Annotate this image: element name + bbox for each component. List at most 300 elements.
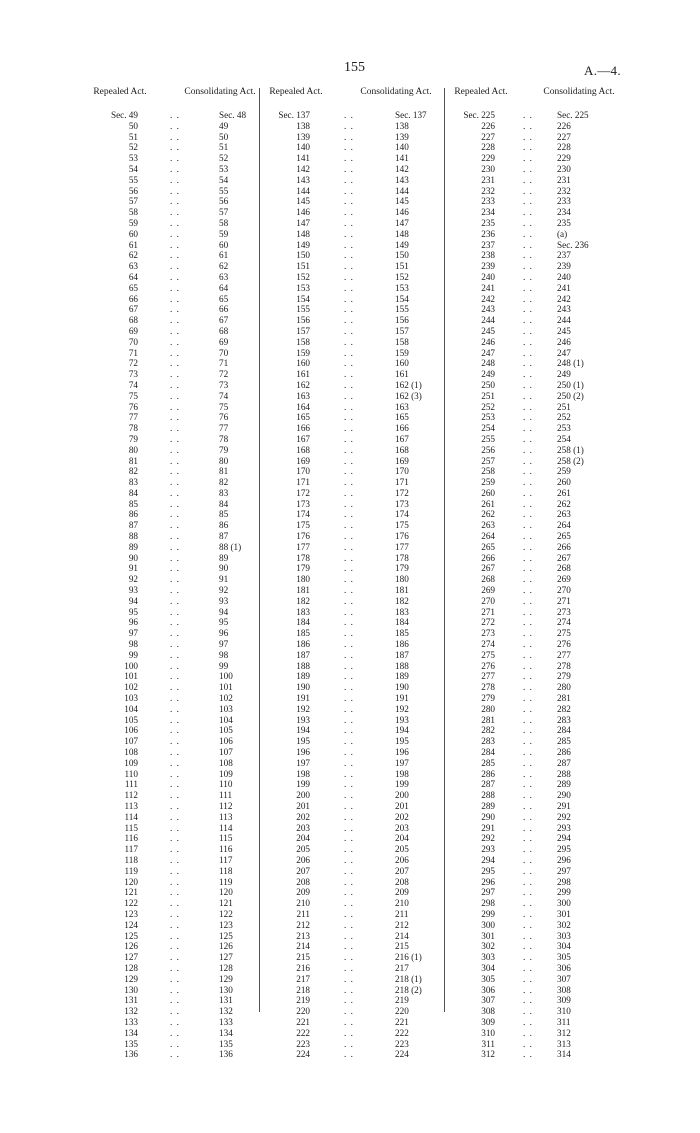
consolidating-section: 99 [219, 660, 229, 671]
consolidating-section: 78 [219, 433, 229, 444]
leader-dots: . . [523, 196, 533, 207]
consolidating-section: 91 [219, 574, 229, 585]
repealed-section: 280 [481, 703, 495, 714]
leader-dots: . . [170, 142, 180, 153]
repealed-section: 180 [296, 574, 310, 585]
consolidating-section: 268 [557, 563, 571, 574]
consolidating-section: 60 [219, 239, 229, 250]
repealed-section: 74 [128, 379, 138, 390]
repealed-section: 260 [481, 487, 495, 498]
table-row [445, 704, 661, 715]
leader-dots: . . [170, 174, 180, 185]
table-row [260, 542, 476, 553]
table-row [260, 563, 476, 574]
leader-dots: . . [170, 239, 180, 250]
table-row [260, 877, 476, 888]
consolidating-section: 240 [557, 271, 571, 282]
repealed-section: 227 [481, 131, 495, 142]
table-row [260, 250, 476, 261]
leader-dots: . . [523, 423, 533, 434]
table-row [445, 326, 661, 337]
repealed-section: 118 [124, 854, 138, 865]
consolidating-section: 140 [395, 142, 409, 153]
leader-dots: . . [344, 498, 354, 509]
leader-dots: . . [344, 401, 354, 412]
repealed-section: 272 [481, 617, 495, 628]
consolidating-section: 283 [557, 714, 571, 725]
repealed-section: 293 [481, 844, 495, 855]
leader-dots: . . [523, 908, 533, 919]
leader-dots: . . [523, 217, 533, 228]
consolidating-section: 66 [219, 304, 229, 315]
leader-dots: . . [170, 110, 180, 120]
consolidating-section: 49 [219, 120, 229, 131]
table-row [260, 369, 476, 380]
consolidating-section: 153 [395, 282, 409, 293]
consolidating-section: 127 [219, 952, 233, 963]
consolidating-section: 230 [557, 163, 571, 174]
repealed-section: 289 [481, 801, 495, 811]
leader-dots: . . [523, 595, 533, 606]
consolidating-section: 165 [395, 412, 409, 423]
leader-dots: . . [344, 120, 354, 131]
consolidating-section: 212 [395, 919, 409, 930]
leader-dots: . . [523, 736, 533, 747]
repealed-section: 296 [481, 876, 495, 887]
repealed-section: 71 [128, 347, 138, 358]
leader-dots: . . [344, 174, 354, 185]
repealed-section: 195 [296, 736, 310, 747]
repealed-section: 138 [296, 120, 310, 131]
repealed-section: 158 [296, 336, 310, 347]
table-row [445, 132, 661, 143]
leader-dots: . . [170, 466, 180, 477]
table-row [260, 715, 476, 726]
repealed-section: 115 [124, 822, 138, 833]
table-row [445, 520, 661, 531]
table-row [260, 196, 476, 207]
consolidating-section: 226 [557, 120, 571, 131]
repealed-section: 228 [481, 142, 495, 153]
repealed-section: 253 [481, 412, 495, 423]
consolidating-section: 192 [395, 703, 409, 714]
consolidating-section: 275 [557, 628, 571, 639]
table-row [260, 348, 476, 359]
table-row [260, 477, 476, 488]
consolidating-section: 303 [557, 930, 571, 941]
repealed-section: 218 [296, 984, 310, 995]
leader-dots: . . [344, 649, 354, 660]
leader-dots: . . [523, 304, 533, 315]
consolidating-section: 254 [557, 433, 571, 444]
repealed-section: 187 [296, 649, 310, 660]
consolidating-section: 71 [219, 358, 229, 369]
consolidating-section: 136 [219, 1049, 233, 1060]
consolidating-section: 178 [395, 552, 409, 563]
repealed-section: 88 [128, 531, 138, 542]
leader-dots: . . [344, 304, 354, 315]
repealed-section: 184 [296, 617, 310, 628]
repealed-section: 140 [296, 142, 310, 153]
repealed-section: 307 [481, 995, 495, 1006]
table-row [445, 563, 661, 574]
repealed-section: 57 [128, 196, 138, 207]
repealed-section: 300 [481, 919, 495, 930]
table-row [260, 1049, 476, 1060]
table-row [445, 542, 661, 553]
repealed-section: 193 [296, 714, 310, 725]
table-row [445, 769, 661, 780]
leader-dots: . . [523, 444, 533, 455]
table-row [260, 509, 476, 520]
consolidating-section: 223 [395, 1038, 409, 1049]
consolidating-section: 182 [395, 595, 409, 606]
repealed-section: 259 [481, 477, 495, 488]
leader-dots: . . [344, 671, 354, 682]
repealed-section: 100 [124, 660, 138, 671]
repealed-section: 112 [124, 790, 138, 801]
consolidating-section: 210 [395, 898, 409, 909]
leader-dots: . . [523, 682, 533, 693]
leader-dots: . . [344, 606, 354, 617]
table-row [260, 110, 476, 121]
repealed-section: 113 [124, 801, 138, 811]
leader-dots: . . [523, 433, 533, 444]
consolidating-section: 69 [219, 336, 229, 347]
leader-dots: . . [170, 649, 180, 660]
table-row [260, 758, 476, 769]
leader-dots: . . [344, 757, 354, 768]
consolidating-section: 175 [395, 520, 409, 531]
repealed-section: 285 [481, 757, 495, 768]
leader-dots: . . [344, 325, 354, 336]
repealed-section: 87 [128, 520, 138, 531]
table-row [260, 585, 476, 596]
repealed-section: 250 [481, 379, 495, 390]
leader-dots: . . [523, 628, 533, 639]
consolidating-section: 285 [557, 736, 571, 747]
leader-dots: . . [523, 898, 533, 909]
table-row [260, 1039, 476, 1050]
leader-dots: . . [170, 854, 180, 865]
table-row [260, 844, 476, 855]
leader-dots: . . [523, 315, 533, 326]
leader-dots: . . [170, 423, 180, 434]
leader-dots: . . [523, 552, 533, 563]
consolidating-section: 195 [395, 736, 409, 747]
leader-dots: . . [344, 369, 354, 380]
consolidating-section: 204 [395, 833, 409, 844]
consolidating-section: 216 (1) [395, 952, 422, 963]
concordance-column-3 [445, 88, 661, 1060]
consolidating-section: 288 [557, 768, 571, 779]
consolidating-section: 241 [557, 282, 571, 293]
consolidating-section: 262 [557, 498, 571, 509]
leader-dots: . . [170, 196, 180, 207]
repealed-section: 201 [296, 801, 310, 811]
consolidating-section: 112 [219, 801, 233, 811]
consolidating-section: 312 [557, 1027, 571, 1038]
leader-dots: . . [170, 628, 180, 639]
consolidating-section: 247 [557, 347, 571, 358]
leader-dots: . . [523, 747, 533, 758]
consolidating-section: 251 [557, 401, 571, 412]
table-row [260, 866, 476, 877]
repealed-section: 279 [481, 693, 495, 704]
table-row [260, 963, 476, 974]
table-row [260, 466, 476, 477]
repealed-section: 303 [481, 952, 495, 963]
leader-dots: . . [523, 768, 533, 779]
repealed-section: 152 [296, 271, 310, 282]
table-row [445, 995, 661, 1006]
consolidating-section: 80 [219, 455, 229, 466]
leader-dots: . . [344, 844, 354, 855]
repealed-section: 212 [296, 919, 310, 930]
repealed-section: 311 [481, 1038, 495, 1049]
consolidating-section: 121 [219, 898, 233, 909]
consolidating-section: 145 [395, 196, 409, 207]
leader-dots: . . [344, 714, 354, 725]
leader-dots: . . [170, 509, 180, 520]
table-row [445, 963, 661, 974]
consolidating-act-header: Consolidating Act. [360, 87, 432, 97]
repealed-section: 134 [124, 1027, 138, 1038]
repealed-section: 73 [128, 369, 138, 380]
table-row [260, 218, 476, 229]
table-row [445, 261, 661, 272]
repealed-section: 89 [128, 541, 138, 552]
leader-dots: . . [523, 757, 533, 768]
consolidating-section: 134 [219, 1027, 233, 1038]
repealed-section: 209 [296, 887, 310, 898]
repealed-section: 153 [296, 282, 310, 293]
leader-dots: . . [170, 358, 180, 369]
consolidating-section: 203 [395, 822, 409, 833]
repealed-section: 255 [481, 433, 495, 444]
consolidating-section: 187 [395, 649, 409, 660]
repealed-section: 241 [481, 282, 495, 293]
table-row [445, 758, 661, 769]
leader-dots: . . [344, 833, 354, 844]
leader-dots: . . [344, 822, 354, 833]
repealed-section: 150 [296, 250, 310, 261]
leader-dots: . . [344, 1027, 354, 1038]
leader-dots: . . [170, 671, 180, 682]
consolidating-section: 191 [395, 693, 409, 704]
consolidating-section: 132 [219, 1006, 233, 1017]
repealed-section: 203 [296, 822, 310, 833]
consolidating-section: 138 [395, 120, 409, 131]
consolidating-section: 168 [395, 444, 409, 455]
table-row [445, 574, 661, 585]
leader-dots: . . [170, 822, 180, 833]
leader-dots: . . [170, 153, 180, 164]
leader-dots: . . [523, 984, 533, 995]
leader-dots: . . [344, 801, 354, 811]
repealed-section: 189 [296, 671, 310, 682]
repealed-section: 310 [481, 1027, 495, 1038]
consolidating-section: 55 [219, 185, 229, 196]
repealed-section: 273 [481, 628, 495, 639]
leader-dots: . . [344, 811, 354, 822]
table-row [260, 607, 476, 618]
repealed-section: 301 [481, 930, 495, 941]
consolidating-section: 72 [219, 369, 229, 380]
repealed-section: 142 [296, 163, 310, 174]
leader-dots: . . [170, 898, 180, 909]
consolidating-section: 258 (1) [557, 444, 584, 455]
table-row [260, 499, 476, 510]
repealed-section: 108 [124, 747, 138, 758]
repealed-section: 278 [481, 682, 495, 693]
leader-dots: . . [170, 412, 180, 423]
leader-dots: . . [170, 887, 180, 898]
leader-dots: . . [344, 185, 354, 196]
consolidating-section: 86 [219, 520, 229, 531]
consolidating-section: 89 [219, 552, 229, 563]
repealed-section: 75 [128, 390, 138, 401]
leader-dots: . . [170, 930, 180, 941]
repealed-section: 106 [124, 725, 138, 736]
consolidating-section: 107 [219, 747, 233, 758]
leader-dots: . . [170, 606, 180, 617]
repealed-section: 302 [481, 941, 495, 952]
table-row [260, 661, 476, 672]
table-row [445, 391, 661, 402]
consolidating-section: 207 [395, 865, 409, 876]
repealed-section: 92 [128, 574, 138, 585]
table-row [445, 898, 661, 909]
consolidating-section: 235 [557, 217, 571, 228]
consolidating-section: 53 [219, 163, 229, 174]
repealed-act-header: Repealed Act. [93, 87, 147, 97]
table-row [260, 294, 476, 305]
repealed-section: 79 [128, 433, 138, 444]
leader-dots: . . [523, 487, 533, 498]
consolidating-section: 73 [219, 379, 229, 390]
repealed-section: 290 [481, 811, 495, 822]
consolidating-section: 169 [395, 455, 409, 466]
table-row [445, 661, 661, 672]
consolidating-section: 302 [557, 919, 571, 930]
repealed-section: 51 [128, 131, 138, 142]
consolidating-section: 84 [219, 498, 229, 509]
leader-dots: . . [523, 930, 533, 941]
consolidating-section: 297 [557, 865, 571, 876]
table-row [260, 358, 476, 369]
consolidating-section: 197 [395, 757, 409, 768]
repealed-section: 305 [481, 973, 495, 984]
repealed-section: 207 [296, 865, 310, 876]
repealed-section: 161 [296, 369, 310, 380]
consolidating-section: 163 [395, 401, 409, 412]
repealed-section: 85 [128, 498, 138, 509]
table-row [260, 812, 476, 823]
table-row [260, 801, 476, 812]
leader-dots: . . [170, 433, 180, 444]
consolidating-section: 59 [219, 228, 229, 239]
table-row [445, 607, 661, 618]
table-row [445, 477, 661, 488]
consolidating-section: 149 [395, 239, 409, 250]
consolidating-section: 244 [557, 315, 571, 326]
consolidating-section: 159 [395, 347, 409, 358]
leader-dots: . . [523, 477, 533, 488]
repealed-section: 165 [296, 412, 310, 423]
consolidating-section: 116 [219, 844, 233, 855]
leader-dots: . . [523, 412, 533, 423]
leader-dots: . . [344, 693, 354, 704]
table-row [445, 790, 661, 801]
repealed-section: 119 [124, 865, 138, 876]
repealed-section: 284 [481, 747, 495, 758]
consolidating-section: 123 [219, 919, 233, 930]
concordance-column-2 [260, 88, 476, 1060]
repealed-section: 234 [481, 207, 495, 218]
repealed-section: 295 [481, 865, 495, 876]
table-row [445, 877, 661, 888]
consolidating-section: 237 [557, 250, 571, 261]
repealed-section: 245 [481, 325, 495, 336]
repealed-section: 109 [124, 757, 138, 768]
table-row [260, 488, 476, 499]
consolidating-section: 54 [219, 174, 229, 185]
leader-dots: . . [523, 639, 533, 650]
leader-dots: . . [344, 282, 354, 293]
leader-dots: . . [170, 865, 180, 876]
table-row [445, 693, 661, 704]
leader-dots: . . [523, 228, 533, 239]
table-row [445, 423, 661, 434]
consolidating-section: 92 [219, 585, 229, 596]
consolidating-section: 130 [219, 984, 233, 995]
table-row [445, 348, 661, 359]
repealed-section: 216 [296, 962, 310, 973]
table-row [260, 617, 476, 628]
leader-dots: . . [170, 714, 180, 725]
repealed-section: 211 [296, 908, 310, 919]
leader-dots: . . [344, 196, 354, 207]
consolidating-section: 148 [395, 228, 409, 239]
leader-dots: . . [344, 660, 354, 671]
leader-dots: . . [344, 747, 354, 758]
consolidating-section: 106 [219, 736, 233, 747]
leader-dots: . . [523, 811, 533, 822]
repealed-section: 182 [296, 595, 310, 606]
leader-dots: . . [344, 1016, 354, 1027]
leader-dots: . . [170, 455, 180, 466]
table-row [260, 240, 476, 251]
repealed-section: 230 [481, 163, 495, 174]
consolidating-section: 201 [395, 801, 409, 811]
table-row [260, 164, 476, 175]
consolidating-section: 101 [219, 682, 233, 693]
consolidating-section: 243 [557, 304, 571, 315]
repealed-section: 171 [296, 477, 310, 488]
repealed-section: 131 [124, 995, 138, 1006]
table-row [260, 132, 476, 143]
repealed-section: 69 [128, 325, 138, 336]
consolidating-section: 198 [395, 768, 409, 779]
leader-dots: . . [523, 347, 533, 358]
repealed-section: 151 [296, 261, 310, 272]
consolidating-section: 129 [219, 973, 233, 984]
table-row [445, 650, 661, 661]
leader-dots: . . [170, 347, 180, 358]
table-row [445, 207, 661, 218]
table-row [445, 456, 661, 467]
